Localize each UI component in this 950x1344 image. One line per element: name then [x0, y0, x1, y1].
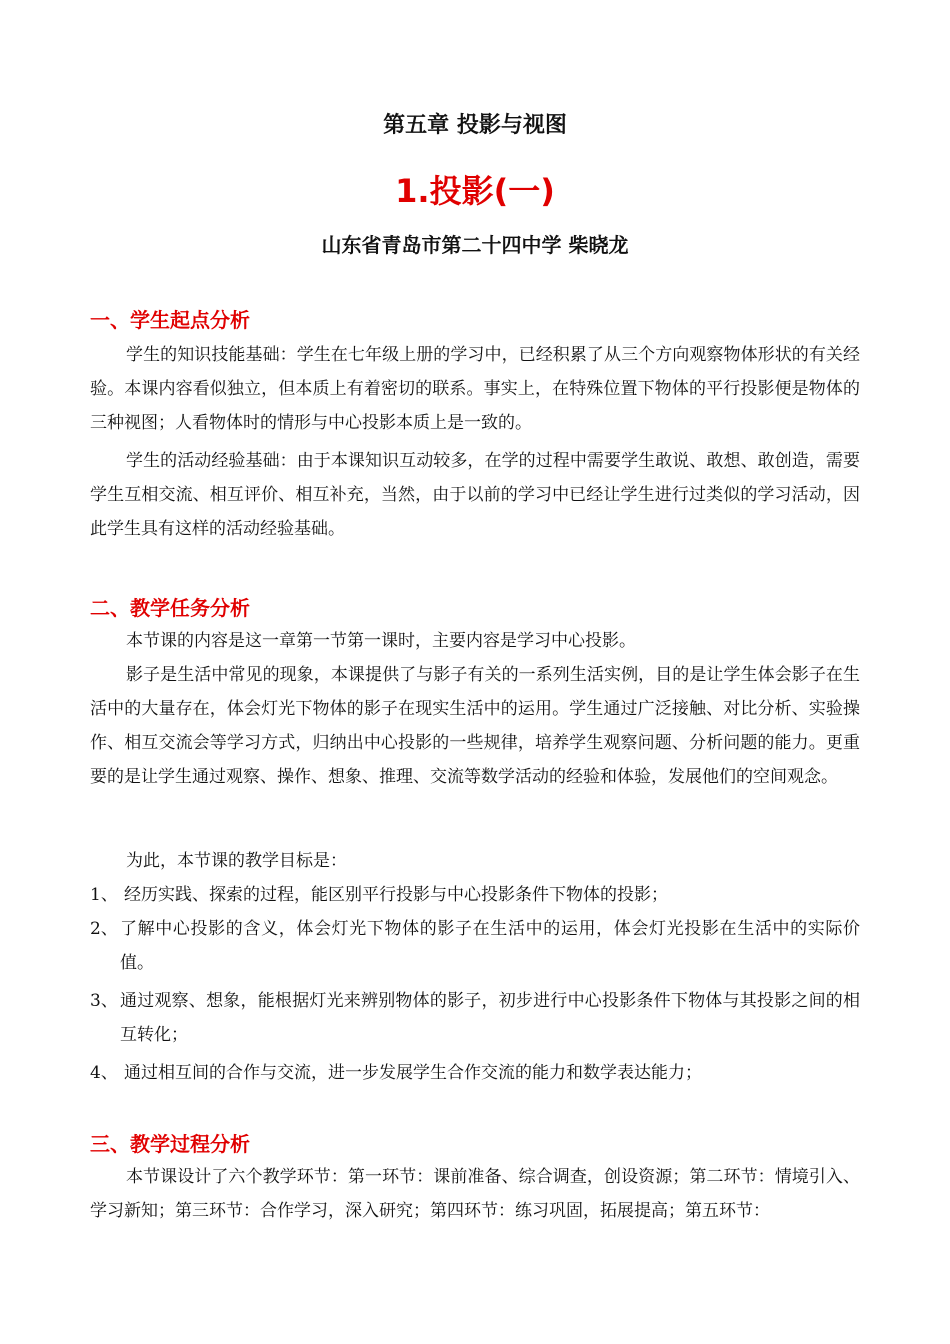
author-line: 山东省青岛市第二十四中学 柴晓龙 — [321, 233, 629, 257]
paragraph-activity-basis: 学生的活动经验基础：由于本课知识互动较多，在学的过程中需要学生敢说、敢想、敢创造，需要学生互相交流、相互评价、相互补充，当然，由于以前的学习中已经让学生进行过类似的学习活动，因此学生具有这样的活动经验基础。 — [90, 451, 860, 539]
goal-text: 通过观察、想象，能根据灯光来辨别物体的影子，初步进行中心投影条件下物体与其投影之间的相互转化； — [120, 991, 860, 1045]
goal-number: 3、 — [90, 991, 118, 1011]
paragraph-shadow-intro: 影子是生活中常见的现象，本课提供了与影子有关的一系列生活实例，目的是让学生体会影子在生活中的大量存在，体会灯光下物体的影子在现实生活中的运用。学生通过广泛接触、对比分析、实验操作、相互交流会等学习方式，归纳出中心投影的一些规律，培养学生观察问题、分析问题的能力。更重要的是让学生通过观察、操作、想象、推理、交流等数学活动的经验和体验，发展他们的空间观念。 — [90, 665, 860, 787]
section-heading-process-analysis: 三、教学过程分析 — [90, 1132, 250, 1156]
paragraph-knowledge-basis: 学生的知识技能基础：学生在七年级上册的学习中，已经积累了从三个方向观察物体形状的有关经验。本课内容看似独立，但本质上有着密切的联系。事实上，在特殊位置下物体的平行投影便是物体的三种视图；人看物体时的情形与中心投影本质上是一致的。 — [90, 345, 860, 433]
goal-number: 4、 — [90, 1063, 118, 1083]
goal-item — [90, 984, 860, 1052]
paragraph-lesson-content: 本节课的内容是这一章第一节第一课时，主要内容是学习中心投影。 — [126, 631, 636, 651]
goal-item — [90, 878, 860, 912]
goal-text: 经历实践、探索的过程，能区别平行投影与中心投影条件下物体的投影； — [124, 885, 668, 905]
goal-item — [90, 912, 860, 980]
goal-number: 1、 — [90, 885, 118, 905]
goal-text: 了解中心投影的含义，体会灯光下物体的影子在生活中的运用，体会灯光投影在生活中的实际价值。 — [120, 919, 860, 973]
goal-text: 通过相互间的合作与交流，进一步发展学生合作交流的能力和数学表达能力； — [124, 1063, 702, 1083]
goal-item — [90, 1056, 860, 1090]
paragraph-goals-intro: 为此，本节课的教学目标是： — [126, 851, 347, 871]
section-heading-task-analysis: 二、教学任务分析 — [90, 596, 250, 620]
chapter-title: 第五章 投影与视图 — [383, 113, 567, 138]
goal-number: 2、 — [90, 919, 118, 939]
section-heading-student-analysis: 一、学生起点分析 — [90, 308, 250, 332]
lesson-title: 1.投影(一) — [395, 172, 555, 210]
paragraph-process-overview: 本节课设计了六个教学环节：第一环节：课前准备、综合调查，创设资源；第二环节：情境引入、学习新知；第三环节：合作学习，深入研究；第四环节：练习巩固，拓展提高；第五环节： — [90, 1167, 860, 1221]
